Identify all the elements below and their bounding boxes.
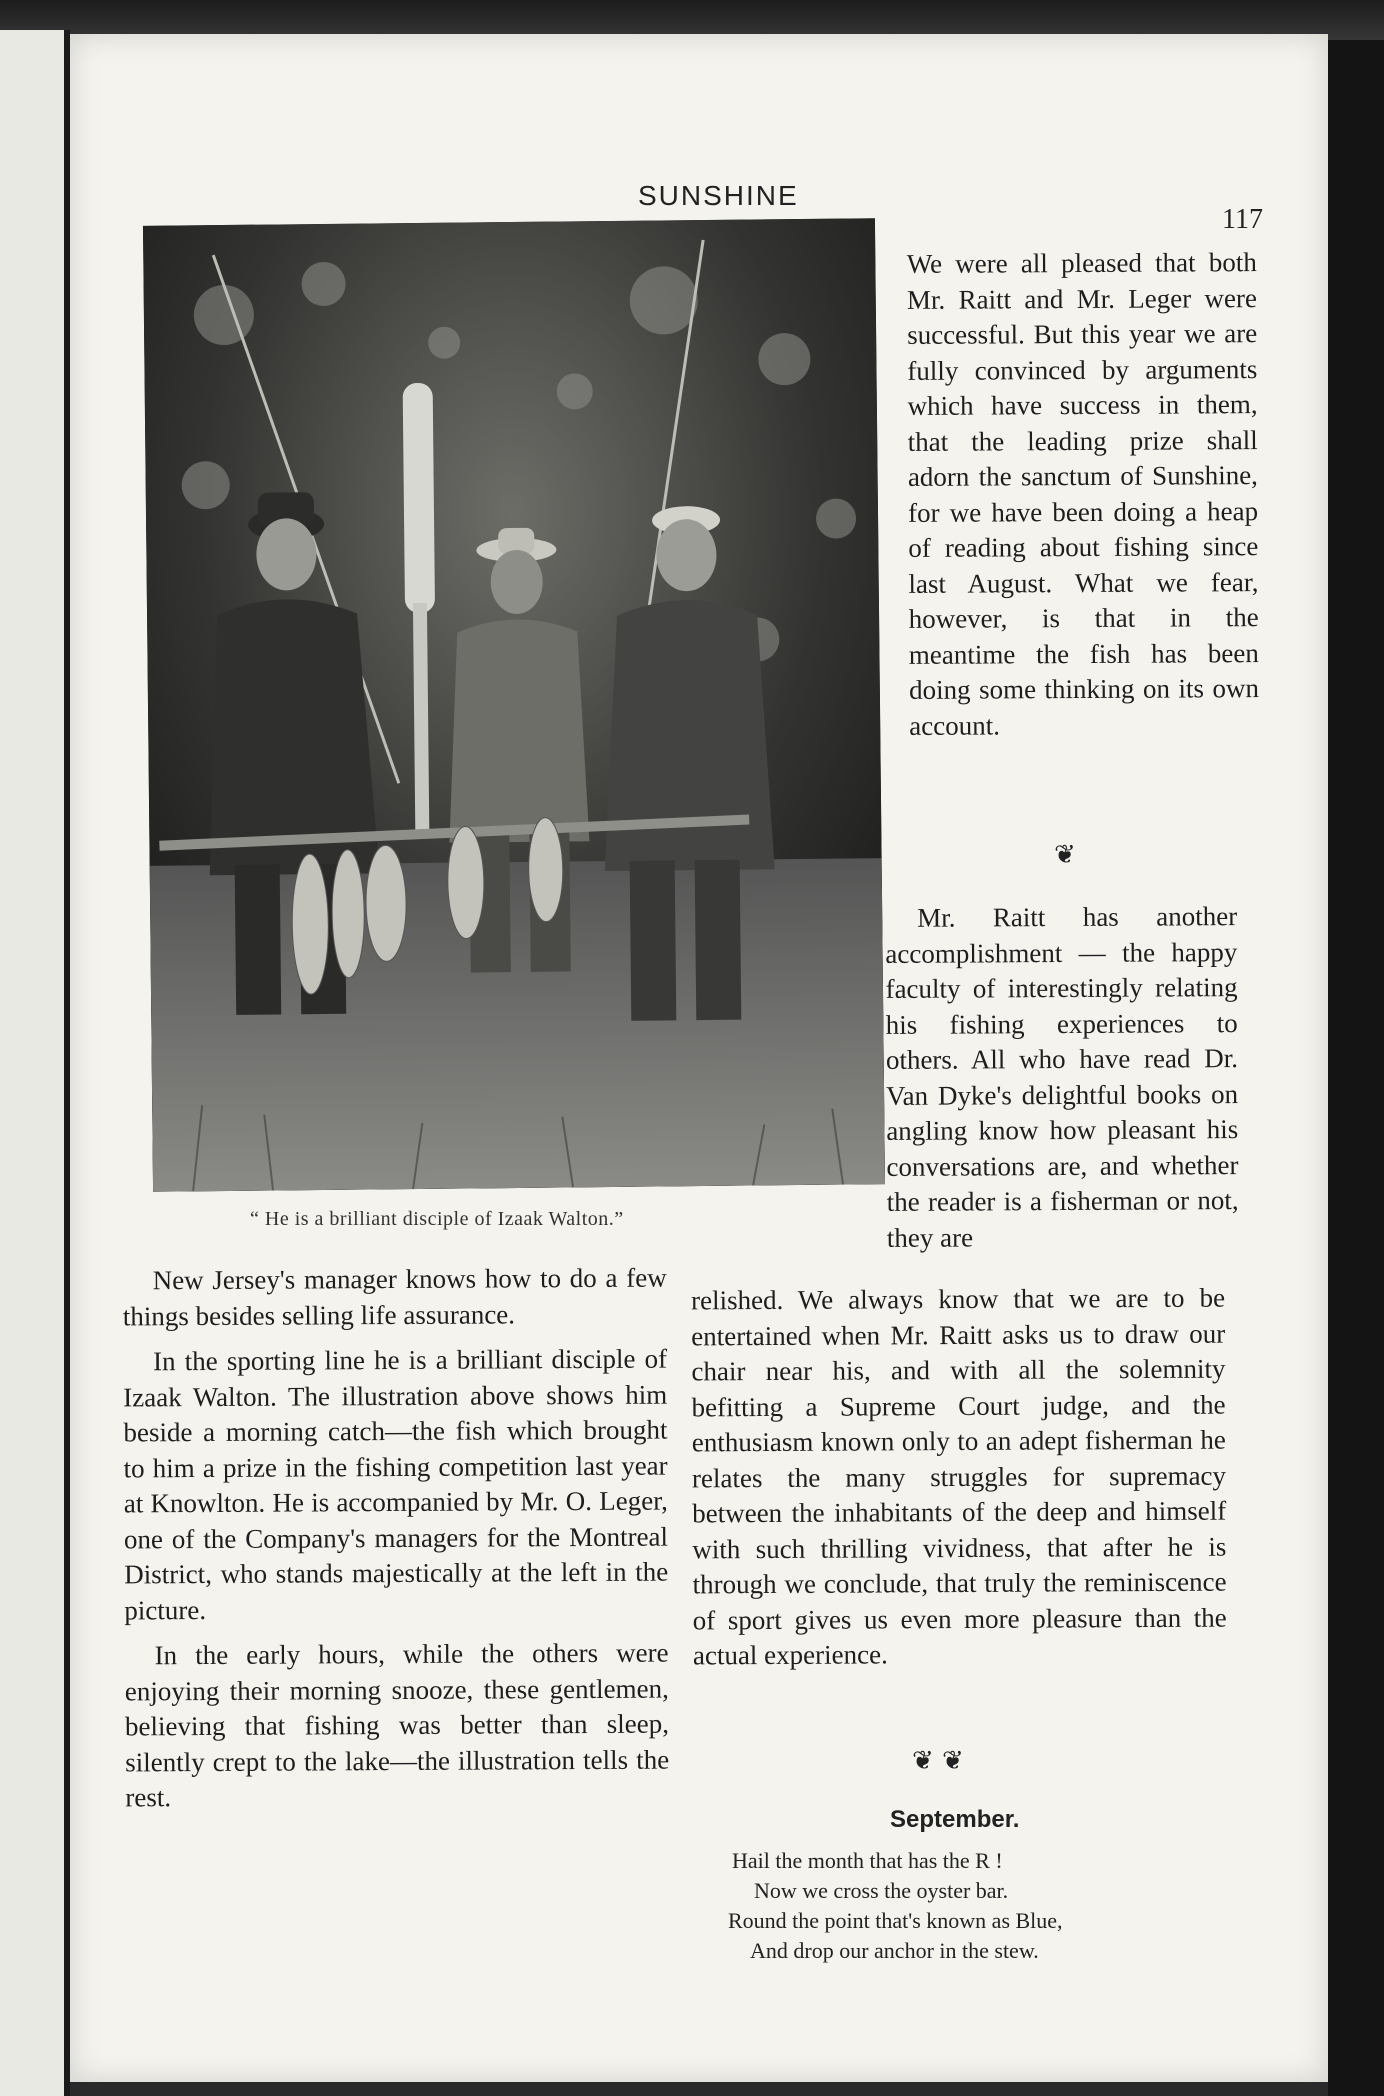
- paragraph-text: In the early hours, while the others were enjoying their morning snooze, these gentlemen, believing that fishing was better than sleep, silently crept to the lake—the illustration tells the rest.: [124, 1637, 670, 1813]
- paragraph-text: In the sporting line he is a brilliant disciple of Izaak Walton. The illustration above shows him beside a morning catch—the fish which brought to him a prize in the fishing competition last year at Knowlton. He is accompanied by Mr. O. Leger, one of the Company's managers for the Montreal District, who stands majestically at the left in the picture.: [123, 1343, 669, 1625]
- paragraph-text: We were all pleased that both Mr. Raitt and Mr. Leger were successful. But this year we are fully convinced by arguments which have success in them, that the leading prize shall adorn the sanctum of Sunshine, for we have been doing a heap of reading about fishing since last August. What we fear, however, is that in the meantime the fish has been doing some thinking on its own account.: [906, 247, 1260, 741]
- halftone-photograph: [143, 218, 885, 1192]
- poem-line: Hail the month that has the R !: [732, 1848, 1003, 1873]
- photo-illustration: [143, 218, 885, 1192]
- scan-right-edge: [1328, 40, 1384, 2096]
- poem-title: September.: [890, 1806, 1020, 1833]
- ornament-fleurons: ❦ ❦: [912, 1746, 964, 1776]
- paragraph-text: Mr. Raitt has another accomplishment — the happy faculty of interestingly relating his fishing experiences to others. All who have read Dr. Van Dyke's delightful books on angling know how pleasant his conversations are, and whether the reader is a fisherman or not, they are: [885, 901, 1239, 1253]
- page-number: 117: [1222, 204, 1263, 235]
- running-head: SUNSHINE: [638, 180, 799, 211]
- paragraph-text: relished. We always know that we are to be entertained when Mr. Raitt asks us to draw our chair near his, and with all the solemnity befitting a Supreme Court judge, and the enthusiasm known only to an adept fisherman he relates the many struggles for supremacy between the inhabitants of the deep and himself with such thrilling vividness, that after he is through we conclude, that truly the reminiscence of sport gives us even more pleasure than the actual experience.: [690, 1282, 1227, 1671]
- left-column-text: [123, 1261, 670, 1816]
- ornament-fleuron: ❦: [1054, 840, 1076, 870]
- poem-line: And drop our anchor in the stew.: [750, 1938, 1039, 1963]
- poem-line: Round the point that's known as Blue,: [728, 1908, 1063, 1933]
- paragraph-text: New Jersey's manager knows how to do a few things besides selling life assurance.: [122, 1262, 667, 1331]
- right-column-paragraph-2-continued: [691, 1281, 1227, 1674]
- photo-caption: “ He is a brilliant disciple of Izaak Walton.”: [250, 1208, 624, 1230]
- poem: [728, 1846, 1198, 1966]
- right-column-paragraph-1: [907, 245, 1260, 744]
- poem-line: Now we cross the oyster bar.: [754, 1878, 1009, 1903]
- adjacent-page-edge: [0, 30, 70, 2096]
- right-column-paragraph-2: [885, 899, 1239, 1256]
